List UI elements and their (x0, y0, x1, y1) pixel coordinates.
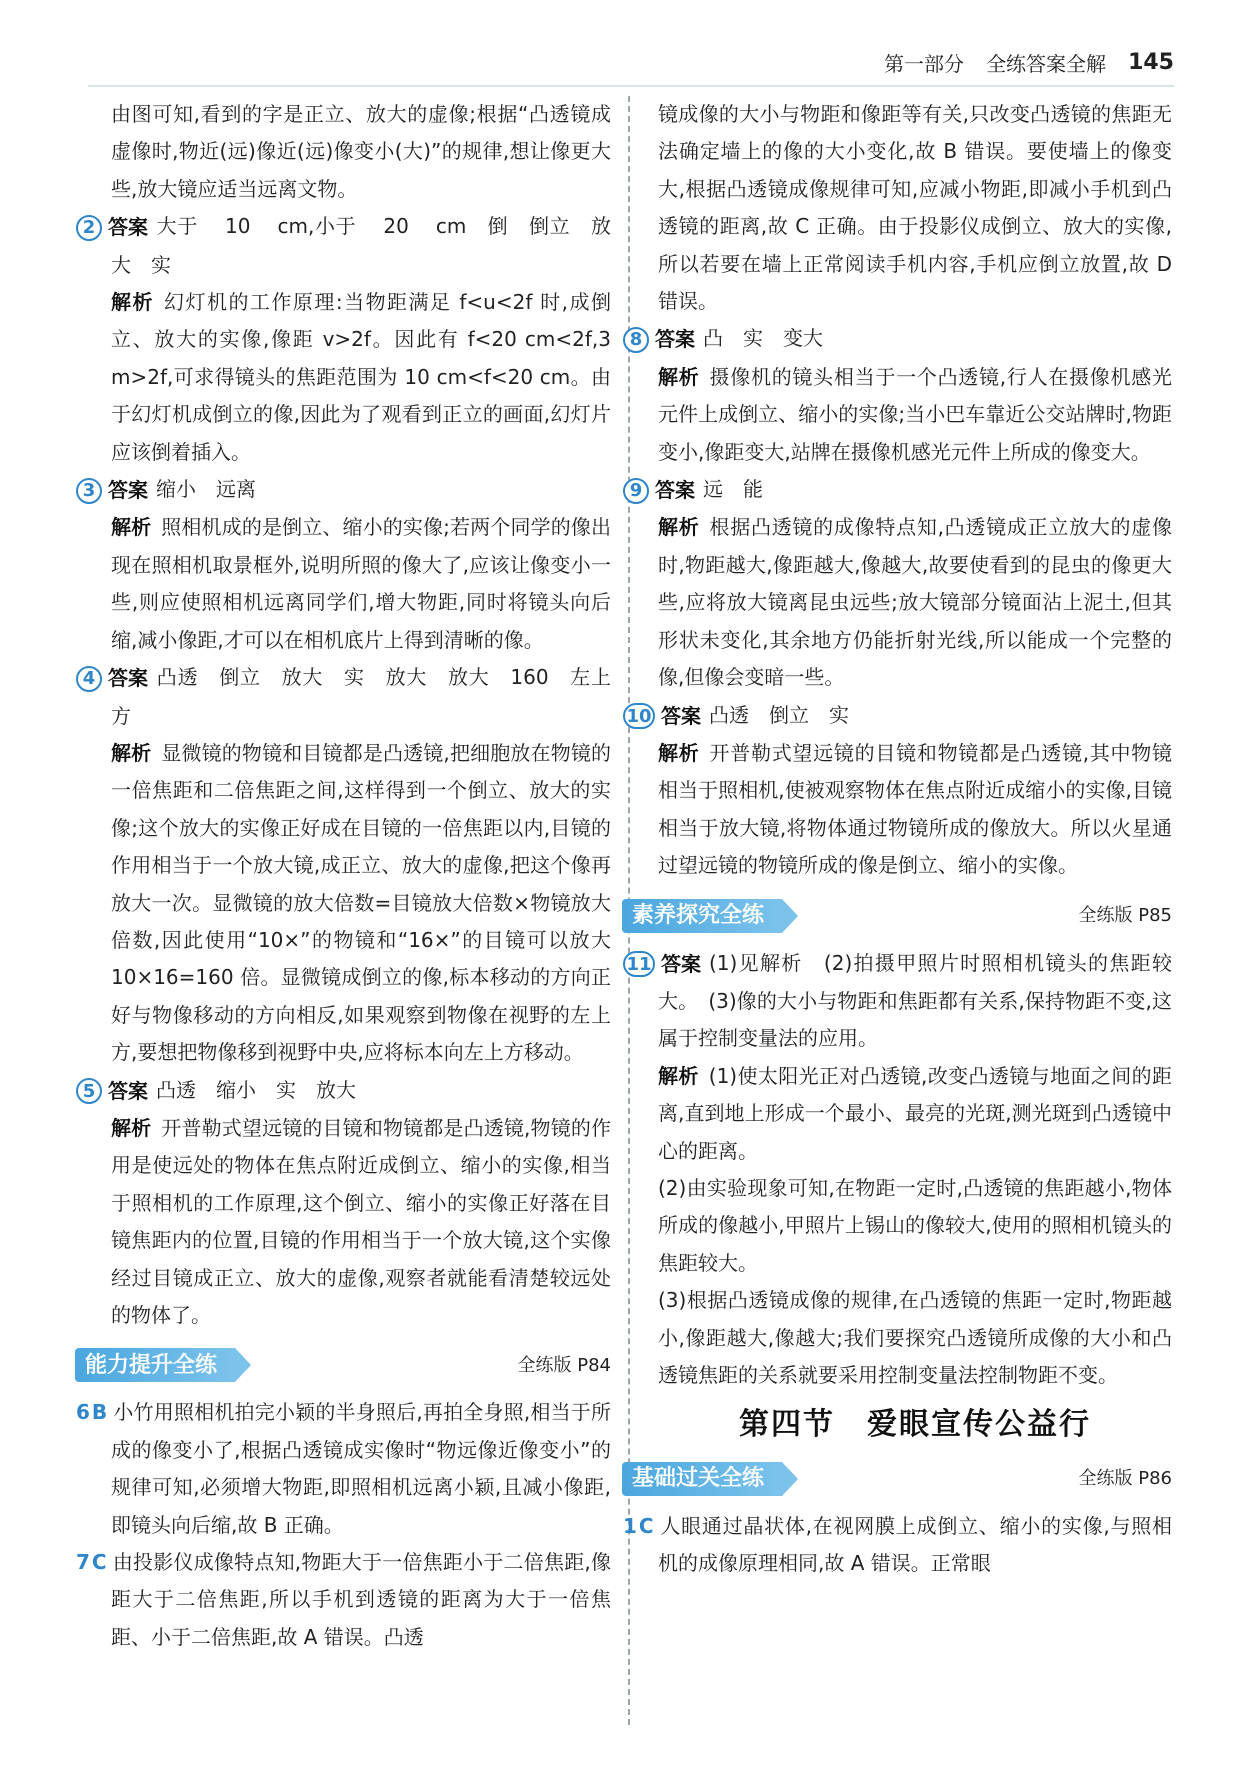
choice-answer: C (638, 1513, 654, 1538)
question-number-badge: 11 (623, 951, 655, 977)
analysis-text: 开普勒式望远镜的目镜和物镜都是凸透镜,物镜的作用是使远处的物体在焦点附近成倒立、缩小的实像,相当于照相机的工作原理,这个倒立、缩小的实像正好落在目镜焦距内的位置,目镜的作用相当于一个放大镜,这个实像经过目镜成正立、放大的虚像,观察者就能看清楚较远处的物体了。 (111, 1115, 612, 1327)
question-number: 6 (76, 1400, 90, 1425)
answer-text: 大于 10 cm,小于 20 cm 倒 倒立 放大 实 (111, 214, 611, 277)
analysis-text: 开普勒式望远镜的目镜和物镜都是凸透镜,其中物镜相当于照相机,使被观察物体在焦点附近成缩小的实像,目镜相当于放大镜,将物体通过物镜所成的像放大。所以火星通过望远镜的物镜所成的像是倒立、缩小的实像。 (658, 740, 1173, 878)
banner-page-ref: 全练版 P86 (1078, 1468, 1172, 1490)
banner-label: 基础过关全练 (622, 1462, 782, 1496)
answer-text: 凸 实 变大 (703, 326, 823, 351)
analysis-text: 照相机成的是倒立、缩小的实像;若两个同学的像出现在照相机取景框外,说明所照的像大了,应该让像变小一些,则应使照相机远离同学们,增大物距,同时将镜头向后缩,减小像距,才可以在相机底片上得到清晰的像。 (111, 515, 611, 652)
answer-text: 凸透 倒立 放大 实 放大 放大 160 左上方 (111, 665, 611, 728)
analysis-label: 解析 (658, 364, 700, 389)
banner-label: 能力提升全练 (75, 1348, 235, 1382)
analysis-text: 根据凸透镜的成像特点知,凸透镜成正立放大的虚像时,物距越大,像距越大,像越大,故要使看到的昆虫的像更大些,应将放大镜离昆虫远些;放大镜部分镜面沾上泥土,但其形状未变化,其余地方仍能折射光线,所以能成一个完整的像,但像会变暗一些。 (658, 515, 1173, 690)
answer-text: 凸透 缩小 实 放大 (156, 1077, 356, 1102)
banner-page-ref: 全练版 P85 (1078, 904, 1172, 926)
question-text: 人眼通过晶状体,在视网膜上成倒立、缩小的实像,与照相机的成像原理相同,故 A 错误。正常眼 (658, 1513, 1172, 1576)
question-number: 7 (76, 1550, 90, 1575)
answer-label: 答案 (108, 666, 148, 691)
analysis-text-3: (3)根据凸透镜成像的规律,在凸透镜的焦距一定时,物距越小,像距越大,像越大;我们要探究凸透镜所成像的大小和凸透镜焦距的关系就要采用控制变量法控制物距不变。 (658, 1288, 1172, 1387)
answer-label: 答案 (661, 703, 701, 728)
question-number-badge: 8 (623, 327, 649, 353)
question-5 (82, 1072, 612, 1335)
left-column (76, 96, 612, 1656)
answer-text: (1)见解析 (2)拍摄甲照片时照相机镜头的焦距较大。 (3)像的大小与物距和焦距都有关系,保持物距不变,这属于控制变量法的应用。 (658, 950, 1172, 1051)
analysis-text-2: (2)由实验现象可知,在物距一定时,凸透镜的焦距越小,物体所成的像越小,甲照片上锡山的像较大,使用的照相机镜头的焦距较大。 (658, 1175, 1172, 1275)
answer-label: 答案 (108, 1078, 148, 1103)
answer-label: 答案 (108, 478, 148, 503)
answer-label: 答案 (108, 215, 148, 240)
question-9 (629, 471, 1173, 696)
analysis-label: 解析 (111, 290, 154, 315)
analysis-label: 解析 (658, 515, 700, 540)
question-7 (76, 1544, 611, 1656)
header-part: 第一部分 (884, 51, 965, 76)
answer-text: 凸透 倒立 实 (709, 702, 849, 727)
answer-text: 远 能 (703, 477, 763, 502)
question-6 (76, 1394, 611, 1544)
banner-label: 素养探究全练 (622, 899, 782, 933)
analysis-text-1: (1)使太阳光正对凸透镜,改变凸透镜与地面之间的距离,直到地上形成一个最小、最亮的光斑,测光斑到凸透镜中心的距离。 (658, 1063, 1173, 1163)
answer-label: 答案 (661, 951, 701, 976)
section-banner-ability (75, 1340, 611, 1390)
question-number-badge: 5 (76, 1078, 102, 1104)
banner-page-ref: 全练版 P84 (517, 1354, 611, 1376)
question-8 (629, 320, 1173, 471)
page-header (884, 44, 1174, 80)
analysis-label: 解析 (111, 740, 152, 765)
question-4 (82, 659, 612, 1071)
question-number-badge: 4 (76, 666, 102, 692)
question-number-badge: 10 (623, 703, 655, 729)
question-1 (623, 1508, 1172, 1583)
analysis-label: 解析 (658, 740, 700, 765)
question-number-badge: 3 (76, 478, 102, 504)
right-column (623, 96, 1173, 1583)
question-text: 由投影仪成像特点知,物距大于一倍焦距小于二倍焦距,像距大于二倍焦距,所以手机到透镜的距离为大于一倍焦距、小于二倍焦距,故 A 错误。凸透 (111, 1550, 611, 1649)
question-2 (82, 208, 612, 471)
answer-text: 缩小 远离 (156, 477, 256, 502)
analysis-text: 显微镜的物镜和目镜都是凸透镜,把细胞放在物镜的一倍焦距和二倍焦距之间,这样得到一个倒立、放大的实像;这个放大的实像正好成在目镜的一倍焦距以内,目镜的作用相当于一个放大镜,成正立、放大的虚像,把这个像再放大一次。显微镜的放大倍数=目镜放大倍数×物镜放大倍数,因此使用“10×”的物镜和“16×”的目镜可以放大 10×16=160 倍。显微镜成倒立的像,标本移动的方向正好与物像移动的方向相反,如果观察到物像在视野的左上方,要想把物像移到视野中央,应将标本向左上方移动。 (111, 740, 612, 1065)
choice-answer: B (91, 1400, 108, 1425)
analysis-text: 幻灯机的工作原理:当物距满足 f<u<2f 时,成倒立、放大的实像,像距 v>2f。因此有 f<20 cm<2f,3 m>2f,可求得镜头的焦距范围为 10 cm<f<20 cm。由于幻灯机成倒立的像,因此为了观看到正立的画面,幻灯片应该倒着插入。 (111, 290, 612, 464)
question-number-badge: 2 (76, 215, 102, 241)
analysis-label: 解析 (111, 515, 152, 540)
section-title: 第四节 爱眼宣传公益行 (739, 1407, 1091, 1443)
page-number: 145 (1128, 49, 1174, 75)
analysis-label: 解析 (658, 1063, 699, 1088)
answer-label: 答案 (655, 327, 695, 352)
question-number-badge: 9 (623, 478, 649, 504)
continued-text: 镜成像的大小与物距和像距等有关,只改变凸透镜的焦距无法确定墙上的像的大小变化,故 B 错误。要使墙上的像变大,根据凸透镜成像规律可知,应减小物距,即减小手机到凸透镜的距离,故 C 正确。由于投影仪成倒立、放大的实像,所以若要在墙上正常阅读手机内容,手机应倒立放置,故 D 错误。 (658, 102, 1172, 314)
question-11 (626, 945, 1173, 1395)
header-rule (88, 85, 1174, 87)
choice-answer: C (91, 1550, 107, 1575)
header-title: 全练答案全解 (986, 51, 1107, 76)
question-number: 1 (623, 1513, 637, 1538)
question-10 (626, 697, 1173, 885)
analysis-label: 解析 (111, 1115, 152, 1140)
section-banner-basic (622, 1454, 1172, 1504)
question-text: 小竹用照相机拍完小颖的半身照后,再拍全身照,相当于所成的像变小了,根据凸透镜成实像时“物远像近像变小”的规律可知,必须增大物距,即照相机远离小颖,且减小像距,即镜头向后缩,故 B 正确。 (111, 1400, 611, 1537)
question-3 (82, 471, 611, 659)
intro-text: 由图可知,看到的字是正立、放大的虚像;根据“凸透镜成虚像时,物近(远)像近(远)像变小(大)”的规律,想让像更大些,放大镜应适当远离文物。 (111, 102, 611, 201)
section-banner-inquiry (622, 891, 1172, 941)
analysis-text: 摄像机的镜头相当于一个凸透镜,行人在摄像机感光元件上成倒立、缩小的实像;当小巴车靠近公交站牌时,物距变小,像距变大,站牌在摄像机感光元件上所成的像变大。 (658, 364, 1173, 464)
answer-label: 答案 (655, 478, 695, 503)
